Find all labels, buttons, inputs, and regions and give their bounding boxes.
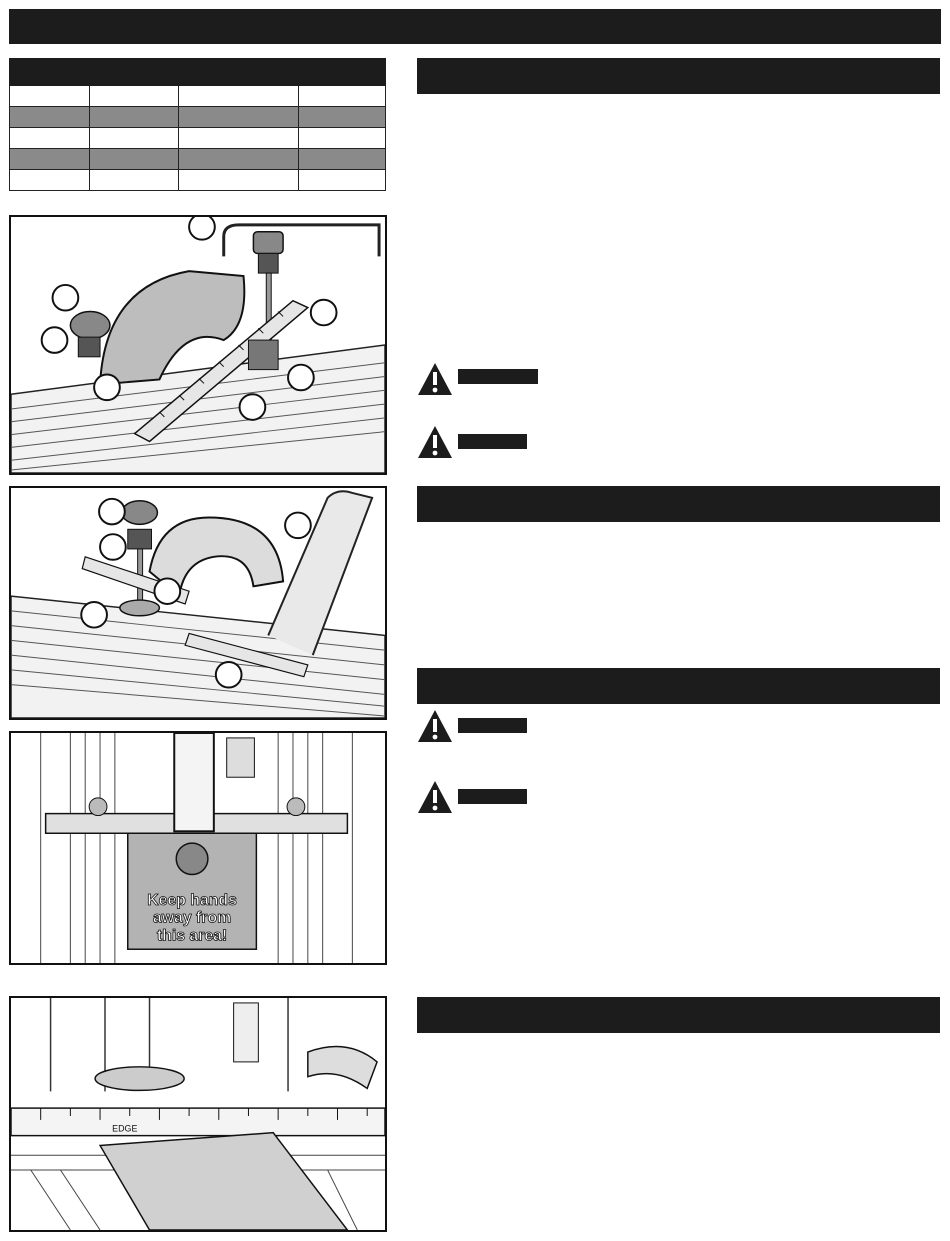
warning-label — [458, 369, 538, 384]
warning-triangle-icon — [417, 425, 453, 459]
warning-label — [458, 434, 527, 449]
workpiece-board — [100, 1133, 347, 1230]
figure-clamp-ruler-view — [9, 486, 387, 720]
warning-triangle-icon — [417, 709, 453, 743]
callout-circle — [285, 513, 311, 539]
figure-keep-hands-away — [9, 731, 387, 965]
table-row — [10, 107, 386, 128]
table-row — [10, 128, 386, 149]
callout-circle — [42, 327, 68, 353]
warning-block-3 — [417, 709, 557, 743]
warning-block-1 — [417, 362, 557, 396]
table-row — [10, 86, 386, 107]
top-banner — [9, 9, 941, 44]
keep-hands-line-2: away from — [152, 909, 232, 927]
callout-circle — [216, 662, 242, 688]
section-header-bar-1 — [417, 58, 940, 94]
warning-label — [458, 718, 527, 733]
clamp-ruler-illustration — [11, 488, 385, 718]
clamp-illustration — [11, 217, 385, 473]
ruler-edge-label: EDGE — [112, 1123, 138, 1134]
callout-circle — [53, 285, 79, 311]
section-header-bar-4 — [417, 997, 940, 1033]
warning-label — [458, 789, 527, 804]
callout-circle — [81, 602, 107, 628]
spec-table-header — [10, 59, 386, 86]
section-header-bar-2 — [417, 486, 940, 522]
callout-circle — [311, 300, 337, 326]
callout-circle — [189, 217, 215, 240]
ruler-workpiece-illustration — [11, 998, 385, 1230]
figure-ruler-workpiece — [9, 996, 387, 1232]
callout-circle — [288, 365, 314, 391]
table-row — [10, 170, 386, 191]
callout-circle — [94, 375, 120, 401]
callout-circle — [100, 534, 126, 560]
keep-hands-line-1: Keep hands — [147, 892, 237, 909]
keep-hands-illustration — [11, 733, 385, 963]
warning-block-4 — [417, 780, 557, 814]
section-header-bar-3 — [417, 668, 940, 704]
warning-triangle-icon — [417, 780, 453, 814]
figure-clamp-assembly — [9, 215, 387, 475]
spec-table — [9, 58, 386, 191]
callout-circle — [240, 394, 266, 420]
warning-triangle-icon — [417, 362, 453, 396]
table-row — [10, 149, 386, 170]
callout-circle — [99, 499, 125, 525]
callout-circle — [154, 578, 180, 604]
warning-block-2 — [417, 425, 557, 459]
keep-hands-line-3: this area! — [156, 927, 228, 945]
